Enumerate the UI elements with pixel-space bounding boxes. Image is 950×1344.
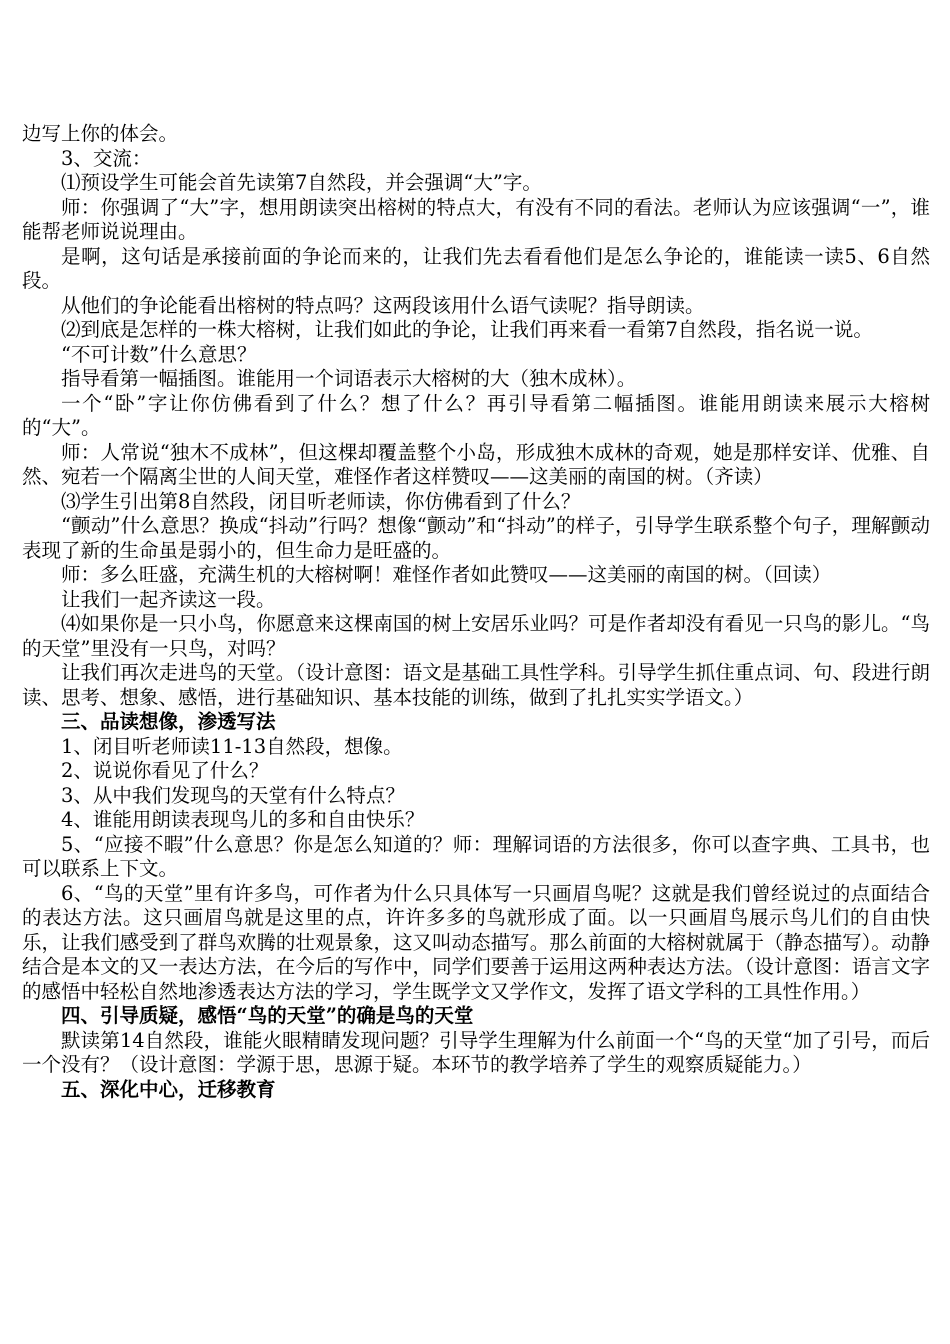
paragraph: 让我们再次走进鸟的天堂。（设计意图：语文是基础工具性学科。引导学生抓住重点词、句、段进行朗读、思考、想象、感悟，进行基础知识、基本技能的训练，做到了扎扎实实学语文。）: [22, 661, 930, 709]
paragraph: 是啊，这句话是承接前面的争论而来的，让我们先去看看他们是怎么争论的，谁能读一读5、6自然段。: [22, 244, 930, 292]
paragraph: ⑷如果你是一只小鸟，你愿意来这棵南国的树上安居乐业吗？可是作者却没有看见一只鸟的影儿。“鸟的天堂”里没有一只鸟，对吗？: [22, 612, 930, 660]
paragraph: “颤动”什么意思？换成“抖动”行吗？想像“颤动”和“抖动”的样子，引导学生联系整个句子，理解颤动表现了新的生命虽是弱小的，但生命力是旺盛的。: [22, 514, 930, 562]
paragraph: 从他们的争论能看出榕树的特点吗？这两段该用什么语气读呢？指导朗读。: [61, 293, 705, 317]
paragraph: 6、“鸟的天堂”里有许多鸟，可作者为什么只具体写一只画眉鸟呢？这就是我们曾经说过的点面结合的表达方法。这只画眉鸟就是这里的点，许许多多的鸟就形成了面。以一只画眉鸟展示鸟儿们的自由快乐，让我们感受到了群鸟欢腾的壮观景象，这又叫动态描写。那么前面的大榕树就属于（静态描写）。动静结合是本文的又一表达方法，在今后的写作中，同学们要善于运用这两种表达方法。（设计意图：语言文字的感悟中轻松自然地渗透表达方法的学习，学生既学文又学作文，发挥了语文学科的工具性作用。）: [22, 881, 930, 1003]
paragraph: 让我们一起齐读这一段。: [61, 587, 276, 611]
section-heading: 四、引导质疑，感悟“鸟的天堂”的确是鸟的天堂: [61, 1004, 474, 1027]
document-body: [22, 122, 930, 1102]
paragraph: 3、交流：: [61, 146, 152, 170]
paragraph: 师：多么旺盛，充满生机的大榕树啊！难怪作者如此赞叹——这美丽的南国的树。（回读）: [61, 563, 832, 586]
paragraph: 2、说说你看见了什么？: [61, 759, 269, 782]
paragraph: “不可计数”什么意思？: [61, 342, 257, 366]
paragraph: 5、“应接不暇”什么意思？你是怎么知道的？师：理解词语的方法很多，你可以查字典、工具书，也可以联系上下文。: [22, 832, 930, 880]
paragraph: 一个“卧”字让你仿佛看到了什么？想了什么？再引导看第二幅插图。谁能用朗读来展示大榕树的“大”。: [22, 391, 930, 439]
paragraph: ⑶学生引出第8自然段，闭目听老师读，你仿佛看到了什么？: [61, 489, 581, 513]
paragraph: 指导看第一幅插图。谁能用一个词语表示大榕树的大（独木成林）。: [61, 367, 637, 390]
paragraph: 师：你强调了“大”字，想用朗读突出榕树的特点大，有没有不同的看法。老师认为应该强调“一”，谁能帮老师说说理由。: [22, 195, 930, 243]
section-heading: 五、深化中心，迁移教育: [61, 1077, 276, 1101]
paragraph: 师：人常说“独木不成林”，但这棵却覆盖整个小岛，形成独木成林的奇观，她是那样安详、优雅、自然、宛若一个隔离尘世的人间天堂，难怪作者这样赞叹——这美丽的南国的树。（齐读）: [22, 440, 930, 488]
paragraph: 4、谁能用朗读表现鸟儿的多和自由快乐？: [61, 808, 425, 831]
section-heading: 三、品读想像，渗透写法: [61, 710, 276, 733]
paragraph: 边写上你的体会。: [22, 122, 179, 145]
paragraph: 1、闭目听老师读11-13自然段，想像。: [61, 734, 403, 758]
paragraph: ⑵到底是怎样的一株大榕树，让我们如此的争论，让我们再来看一看第7自然段，指名说一说。: [61, 318, 873, 341]
paragraph: 3、从中我们发现鸟的天堂有什么特点？: [61, 783, 405, 807]
paragraph: ⑴预设学生可能会首先读第7自然段，并会强调“大”字。: [61, 171, 542, 194]
paragraph: 默读第14自然段，谁能火眼精睛发现问题？引导学生理解为什么前面一个“鸟的天堂“加了引号，而后一个没有？（设计意图：学源于思，思源于疑。本环节的教学培养了学生的观察质疑能力。）: [22, 1028, 930, 1076]
